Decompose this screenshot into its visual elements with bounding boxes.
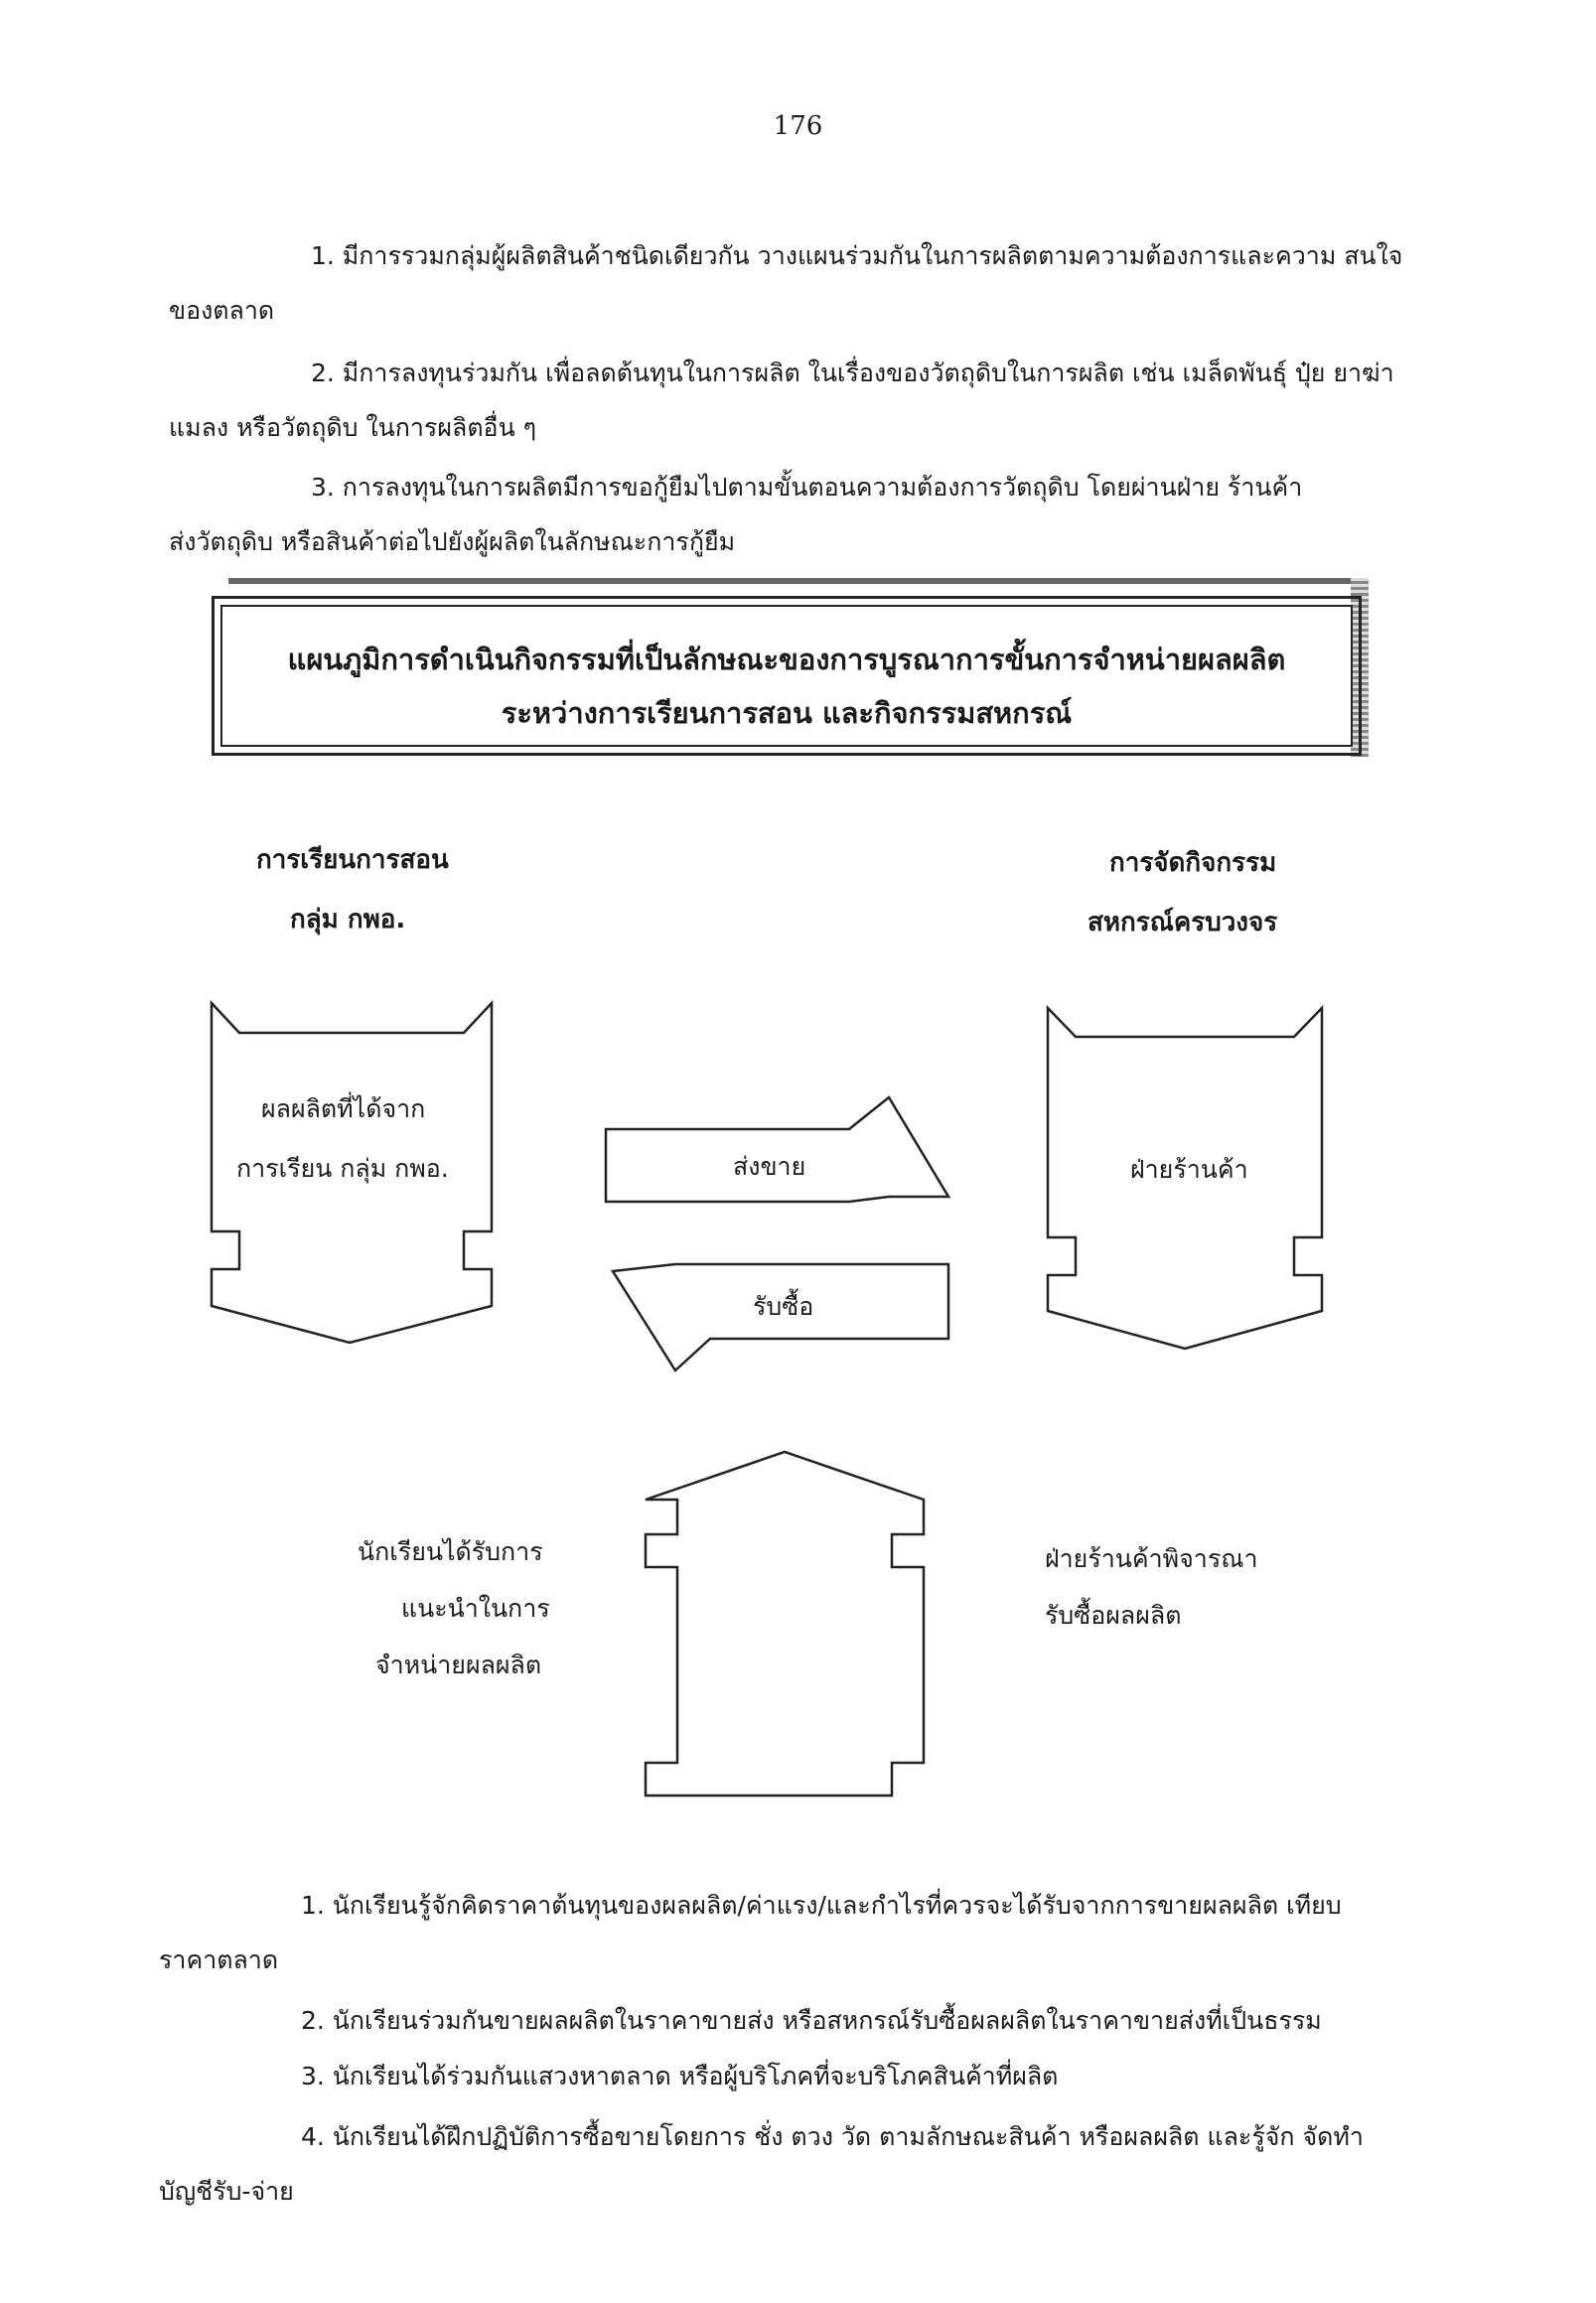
outcome-item-4-line2: บัญชีรับ-จ่าย [159, 2177, 294, 2206]
buy-arrow-label: รับซื้อ [753, 1292, 814, 1321]
bottom-right-label-line1: ฝ่ายร้านค้าพิจารณา [1045, 1544, 1258, 1573]
diagram-title-line1: แผนภูมิการดำเนินกิจกรรมที่เป็นลักษณะของการบูรณาการขั้นการจำหน่ายผลผลิต [287, 643, 1286, 676]
outcome-item-3-line1: 3. นักเรียนได้ร่วมกันแสวงหาตลาด หรือผู้บริโภคที่จะบริโภคสินค้าที่ผลิต [301, 2062, 1059, 2090]
sell-arrow-label: ส่งขาย [733, 1152, 806, 1181]
left-heading-line1: การเรียนการสอน [256, 845, 449, 875]
right-heading-line2: สหกรณ์ครบวงจร [1088, 908, 1278, 937]
intro-item-2-line2: แมลง หรือวัตถุดิบ ในการผลิตอื่น ๆ [169, 413, 537, 442]
left-box-label-line1: ผลผลิตที่ได้จาก [261, 1094, 426, 1123]
right-heading-line1: การจัดกิจกรรม [1109, 848, 1277, 878]
page-number: 176 [773, 111, 823, 141]
intro-item-3-line1: 3. การลงทุนในการผลิตมีการขอกู้ยืมไปตามขั้นตอนความต้องการวัตถุดิบ โดยผ่านฝ่าย ร้านค้า [311, 473, 1303, 502]
intro-item-2-line1: 2. มีการลงทุนร่วมกัน เพื่อลดต้นทุนในการผลิต ในเรื่องของวัตถุดิบในการผลิต เช่น เมล็ดพันธุ์ ปุ๋ย ยาฆ่า [311, 359, 1394, 387]
bottom-right-label-line2: รับซื้อผลผลิต [1045, 1601, 1182, 1630]
bottom-left-label-line3: จำหน่ายผลผลิต [375, 1651, 542, 1679]
intro-item-3-line2: ส่งวัตถุดิบ หรือสินค้าต่อไปยังผู้ผลิตในลักษณะการกู้ยืม [169, 527, 736, 556]
outcome-item-1-line1: 1. นักเรียนรู้จักคิดราคาต้นทุนของผลผลิต/ค่าแรง/และกำไรที่ควรจะได้รับจากการขายผลผลิต เทียบ [301, 1891, 1342, 1920]
outcome-item-1-line2: ราคาตลาด [159, 1945, 279, 1974]
left-heading-line2: กลุ่ม กพอ. [290, 905, 406, 935]
left-box-label-line2: การเรียน กลุ่ม กพอ. [236, 1154, 449, 1183]
intro-item-1-line1: 1. มีการรวมกลุ่มผู้ผลิตสินค้าชนิดเดียวกัน วางแผนร่วมกันในการผลิตตามความต้องการและความ สนใจ [311, 241, 1403, 270]
bottom-house-shape [646, 1452, 924, 1796]
outcome-item-2-line1: 2. นักเรียนร่วมกันขายผลผลิตในราคาขายส่ง หรือสหกรณ์รับซื้อผลผลิตในราคาขายส่งที่เป็นธรรม [301, 2006, 1322, 2035]
bottom-left-label-line2: แนะนำในการ [401, 1594, 550, 1623]
intro-item-1-line2: ของตลาด [169, 296, 275, 325]
right-box-label: ฝ่ายร้านค้า [1130, 1155, 1248, 1184]
outcome-item-4-line1: 4. นักเรียนได้ฝึกปฏิบัติการซื้อขายโดยการ ชั่ง ตวง วัด ตามลักษณะสินค้า หรือผลผลิต และรู้จัก จัดทำ [301, 2122, 1364, 2151]
bottom-left-label-line1: นักเรียนได้รับการ [358, 1537, 543, 1566]
diagram-title-line2: ระหว่างการเรียนการสอน และกิจกรรมสหกรณ์ [501, 696, 1073, 730]
